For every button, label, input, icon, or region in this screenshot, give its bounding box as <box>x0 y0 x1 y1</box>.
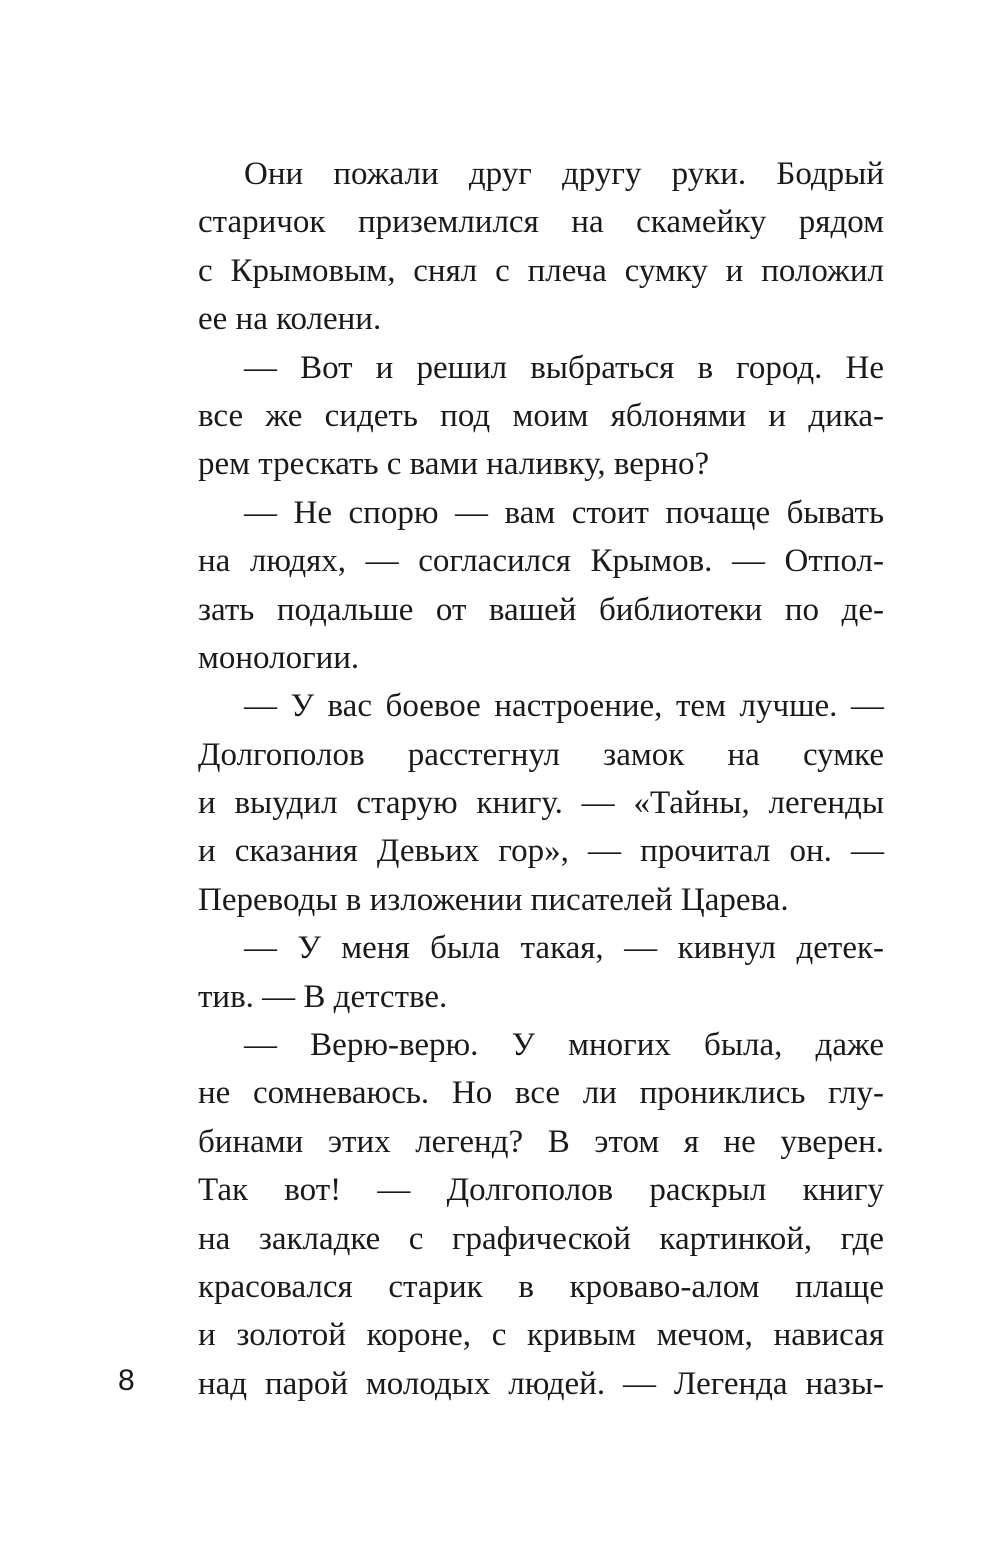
text-line: над парой молодых людей. — Легенда назы- <box>198 1365 884 1402</box>
text-line: рем трескать с вами наливку, верно? <box>198 446 710 483</box>
text-line: — У меня была такая, — кивнул детек- <box>244 930 884 967</box>
text-line: красовался старик в кроваво-алом плаще <box>198 1268 884 1305</box>
text-line: не сомневаюсь. Но все ли прониклись глу- <box>198 1075 884 1112</box>
page-number: 8 <box>118 1364 135 1397</box>
text-line: монологии. <box>198 639 360 676</box>
text-line: Долгополов расстегнул замок на сумке <box>198 736 884 773</box>
text-line: зать подальше от вашей библиотеки по де- <box>198 591 884 628</box>
text-line: — Не спорю — вам стоит почаще бывать <box>244 494 884 531</box>
text-line: и выудил старую книгу. — «Тайны, легенды <box>198 785 884 822</box>
text-line: Переводы в изложении писателей Царева. <box>198 881 789 918</box>
text-line: — Вот и решил выбраться в город. Не <box>244 349 884 386</box>
text-line: и золотой короне, с кривым мечом, нависая <box>198 1317 884 1354</box>
text-line: с Крымовым, снял с плеча сумку и положил <box>198 252 884 289</box>
text-line: на людях, — согласился Крымов. — Отпол- <box>198 543 884 580</box>
text-line: Они пожали друг другу руки. Бодрый <box>244 156 884 192</box>
text-line: и сказания Девьих гор», — прочитал он. — <box>198 833 884 870</box>
body-text <box>198 150 884 1408</box>
text-line: — У вас боевое настроение, тем лучше. — <box>244 688 884 725</box>
text-line: — Верю-верю. У многих была, даже <box>244 1027 884 1064</box>
text-line: старичок приземлился на скамейку рядом <box>198 204 884 241</box>
text-line: Так вот! — Долгополов раскрыл книгу <box>198 1172 884 1209</box>
text-line: бинами этих легенд? В этом я не уверен. <box>198 1123 884 1160</box>
text-line: все же сидеть под моим яблонями и дика- <box>198 397 884 434</box>
text-line: тив. — В детстве. <box>198 978 448 1015</box>
text-line: на закладке с графической картинкой, где <box>198 1220 884 1257</box>
text-line: ее на колени. <box>198 301 382 338</box>
